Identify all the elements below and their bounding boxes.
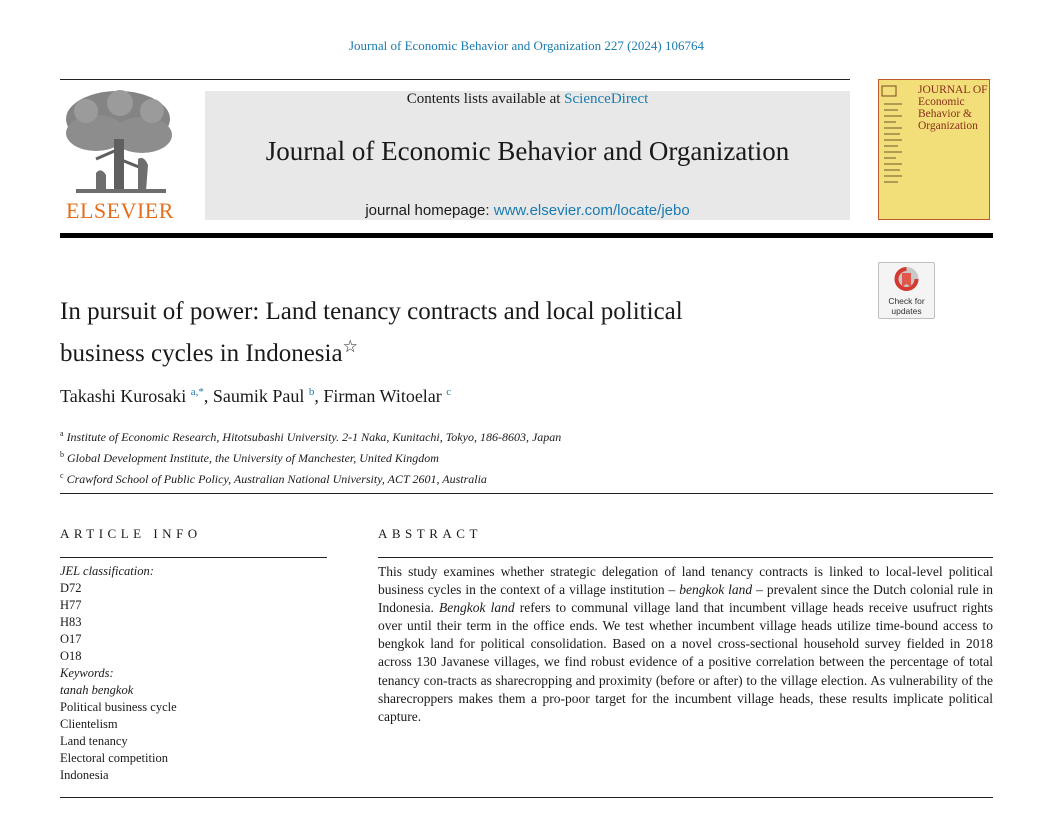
affiliation-item: $^c$ Crawford School of Public Policy, Australian National University, ACT 2601, Australia [60, 471, 487, 486]
header-rule [60, 79, 850, 80]
header-thick-rule [60, 233, 993, 238]
contents-line [205, 91, 850, 108]
keyword-item: Clientelism [60, 717, 118, 731]
keyword-item: tanah bengkok [60, 683, 134, 697]
author-name[interactable]: Firman Witoelar [323, 386, 442, 406]
author-list: Takashi Kurosaki $^{a,*}$, Saumik Paul $^b$, Firman Witoelar $^c$ [60, 386, 452, 406]
affiliation-item: $^a$ Institute of Economic Research, Hitotsubashi University. 2-1 Naka, Kunitachi, Tokyo, 186-8603, Japan [60, 429, 562, 444]
check-updates-line2: updates [891, 306, 922, 316]
homepage-prefix: journal homepage: [365, 202, 494, 219]
keyword-item: Political business cycle [60, 700, 177, 714]
homepage-line [205, 202, 850, 219]
cover-decoration-icon [880, 84, 906, 216]
article-title [60, 294, 860, 371]
section-rule [60, 493, 993, 494]
sciencedirect-link[interactable]: ScienceDirect [564, 91, 649, 107]
abstract-rule [378, 557, 993, 558]
title-footnote-star[interactable]: ☆ [342, 337, 358, 356]
keywords-label: Keywords: [60, 666, 114, 680]
homepage-link[interactable]: www.elsevier.com/locate/jebo [493, 202, 690, 219]
journal-title: Journal of Economic Behavior and Organization [265, 136, 790, 166]
article-title-line1: In pursuit of power: Land tenancy contracts and local political [60, 298, 683, 325]
contents-prefix: Contents lists available at [406, 91, 565, 107]
cover-title: JOURNAL OF Economic Behavior & Organization [918, 84, 988, 132]
jel-code: O18 [60, 649, 82, 663]
jel-code: H77 [60, 598, 82, 612]
check-updates-line1: Check for [888, 296, 925, 306]
article-info-rule [60, 557, 327, 558]
keyword-item: Land tenancy [60, 734, 128, 748]
jel-label: JEL classification: [60, 564, 154, 578]
bottom-rule [60, 797, 993, 798]
keyword-item: Indonesia [60, 768, 109, 782]
affiliations [60, 425, 561, 488]
article-info-list [60, 563, 177, 784]
author-affiliation-mark[interactable]: c [446, 386, 452, 398]
author-name[interactable]: Saumik Paul [212, 386, 305, 406]
jel-code: D72 [60, 581, 82, 595]
abstract-term: Bengkok land [439, 600, 515, 616]
abstract-term: bengkok land [679, 582, 753, 598]
jel-code: H83 [60, 615, 82, 629]
jel-code: O17 [60, 632, 82, 646]
abstract-text: This study examines whether strategic delegation of land tenancy contracts is linked to local-level political business cycles in the context of a village institution – bengkok land – prevalent since the Dutch colonial rule in Indonesia. Bengkok land refers to communal village land that incumbent village heads receive usufruct rights over until their term in the office ends. We test whether incumbent village heads utilize time-bound access to bengkok land for political consolidation. Based on a novel cross-sectional household survey fielded in 2018 across 130 Javanese villages, we find robust evidence of a positive correlation between the percentage of total tenancy con-tracts as sharecropping and proximity (before or after) to the village election. As vulnerability of the sharecroppers makes them a pro-poor target for the incumbent village heads, these results implicate political capture. [378, 564, 993, 724]
author-affiliation-mark[interactable]: b [308, 386, 315, 398]
journal-citation[interactable]: Journal of Economic Behavior and Organization 227 (2024) 106764 [348, 38, 704, 53]
article-info-heading: ARTICLE INFO [60, 526, 202, 541]
affiliation-item: $^b$ Global Development Institute, the University of Manchester, United Kingdom [60, 450, 439, 465]
article-title-line2: business cycles in Indonesia [60, 340, 343, 367]
keyword-item: Electoral competition [60, 751, 168, 765]
author-affiliation-mark[interactable]: a,* [190, 386, 204, 398]
elsevier-wordmark: ELSEVIER [66, 198, 174, 223]
check-updates-label [878, 296, 935, 316]
check-updates-icon [893, 266, 920, 295]
author-name[interactable]: Takashi Kurosaki [60, 386, 187, 406]
abstract-heading: ABSTRACT [378, 526, 482, 541]
